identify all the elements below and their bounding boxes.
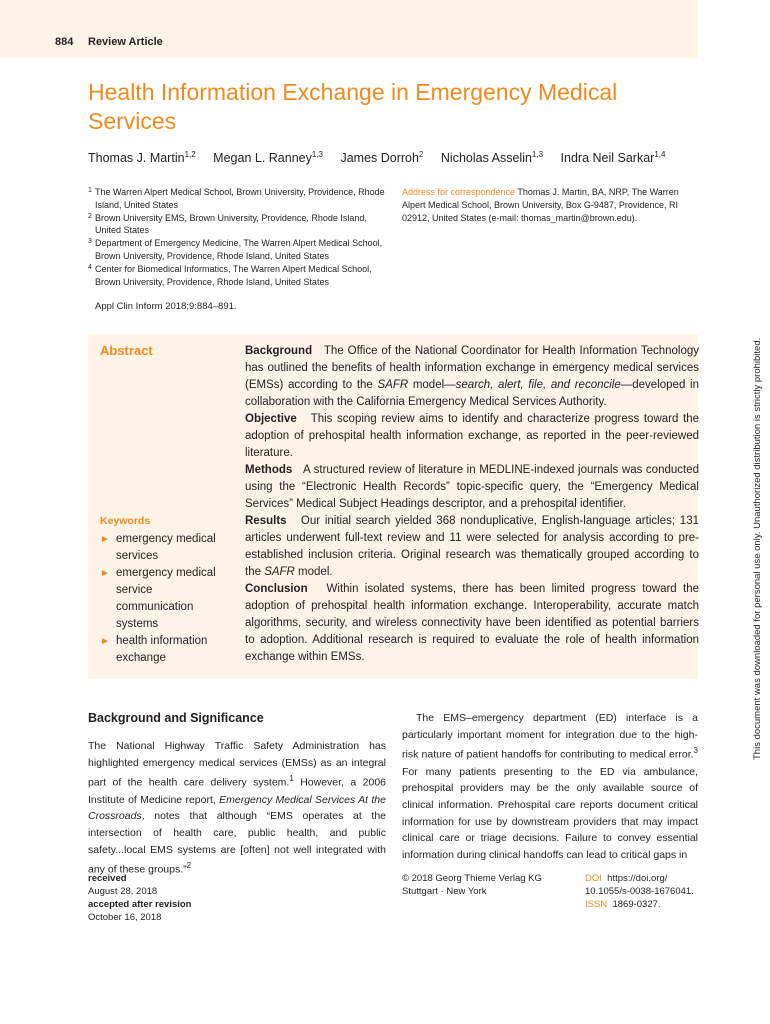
article-title: Health Information Exchange in Emergency Medical Services (88, 79, 618, 134)
affiliation: 4 Center for Biomedical Informatics, The Warren Alpert Medical School, Brown University, Providence, Rhode Island, United States (88, 263, 372, 287)
triangle-bullet-icon: ► (100, 636, 110, 647)
body-paragraph: The National Highway Traffic Safety Administration has highlighted emergency medical services (EMSs) as an integral part of the health care delivery system.$^1$ However, a 2006 Institute of Medicine report, Emergency Medical Services At the Crossroads, notes that although “EMS operates at the intersection of health care, public health, and public safety...local EMS systems are [often] not well integrated with any of these groups.”$^2$ (88, 740, 386, 876)
abstract-text (245, 343, 699, 666)
keyword-list (100, 531, 230, 667)
keyword-item[interactable]: ► emergency medical services (100, 533, 216, 562)
reference-link[interactable]: 1 (289, 774, 294, 784)
affiliation: 3 Department of Emergency Medicine, The Warren Alpert Medical School, Brown University, Providence, Rhode Island, United States (88, 238, 383, 261)
page-number: 884 (55, 36, 74, 48)
abstract-background: Background The Office of the National Coordinator for Health Information Technology has outlined the benefits of health information exchange in emergency medical services (EMSs) according to the SAFR model—search, alert, file, and reconcile—developed in collaboration with the California Emergency Medical Services Authority. (245, 345, 699, 408)
body-paragraph: The EMS–emergency department (ED) interface is a particularly important moment for integration due to the high-risk nature of patient handoffs for contributing to medical error.$^3$ For many patients presenting to the ED via ambulance, prehospital providers may be the only available source of clinical information. Prehospital care reports document critical information for use by downstream providers that may impact clinical care or triage decisions. Failure to convey essential information during clinical handoffs can lead to critical gaps in (402, 712, 698, 862)
abstract-label: Abstract (100, 343, 153, 358)
header-band (0, 0, 698, 58)
keyword-item[interactable]: ► emergency medical service communication systems (100, 567, 216, 630)
received-dates: received August 28, 2018 accepted after revision October 16, 2018 (88, 873, 192, 923)
abstract-conclusion: Conclusion Within isolated systems, there has been limited progress toward the adoption of prehospital health information exchange. Interoperability, accurate match algorithms, security, and wireless connectivity have been identified as potential barriers to adoption. Additional research is required to evaluate the role of health information exchange within EMSs. (245, 583, 699, 663)
correspondence-label: Address for correspondence (402, 187, 516, 197)
author-list (88, 150, 698, 165)
section-heading: Background and Significance (88, 711, 264, 725)
abstract-methods: Methods A structured review of literature in MEDLINE-indexed journals was conducted using the “Electronic Health Records” topic-specific query, the “Emergency Medical Services” Medical Subject Headings descriptor, and a prehospital identifier. (245, 464, 699, 510)
doi-link-continued[interactable]: 10.1055/s-0038-1676041. (585, 886, 694, 897)
affiliation: 1 The Warren Alpert Medical School, Brown University, Providence, Rhode Island, United States (88, 187, 385, 210)
affiliations (88, 186, 388, 288)
article-type: Review Article (88, 36, 163, 48)
doi-label: DOI (585, 873, 602, 884)
author[interactable]: James Dorroh$^2$ (340, 150, 424, 166)
copyright: © 2018 Georg Thieme Verlag KG Stuttgart · New York (402, 873, 542, 897)
triangle-bullet-icon: ► (100, 568, 110, 579)
body-column-left (88, 738, 386, 879)
body-column-right (402, 710, 698, 864)
author[interactable]: Thomas J. Martin$^{1,2}$ (88, 150, 196, 166)
author[interactable]: Nicholas Asselin$^{1,3}$ (440, 150, 544, 166)
triangle-bullet-icon: ► (100, 534, 110, 545)
keyword-item[interactable]: ► health information exchange (100, 635, 208, 664)
correspondence-text[interactable]: Thomas J. Martin, BA, NRP, The Warren Alpert Medical School, Brown University, Box G-9487, Providence, RI 02912, United States (e-mail: thomas_martin@brown.edu). (402, 187, 679, 223)
abstract-objective: Objective This scoping review aims to identify and characterize progress toward the adoption of prehospital health information exchange, as reported in the peer-reviewed literature. (245, 413, 699, 459)
reference-link[interactable]: 2 (186, 861, 192, 871)
affiliation: 2 Brown University EMS, Brown University, Providence, Rhode Island, United States (88, 212, 367, 236)
doi-link[interactable]: https://doi.org/ (607, 873, 668, 884)
citation: Appl Clin Inform 2018;9:884–891. (95, 301, 237, 312)
keywords-label: Keywords (100, 515, 151, 527)
doi-block: DOI https://doi.org/ 10.1055/s-0038-1676041. ISSN 1869-0327. (585, 873, 694, 910)
reference-link[interactable]: 3 (693, 746, 698, 756)
correspondence (402, 186, 700, 224)
author[interactable]: Indra Neil Sarkar$^{1,4}$ (560, 150, 666, 166)
issn-label: ISSN (585, 899, 608, 910)
abstract-results: Results Our initial search yielded 368 nonduplicative, English-language articles; 131 articles underwent full-text review and 11 were selected for analysis according to pre-established inclusion criteria. Original research was thematically grouped according to the SAFR model. (245, 515, 699, 578)
author[interactable]: Megan L. Ranney$^{1,3}$ (213, 150, 323, 166)
